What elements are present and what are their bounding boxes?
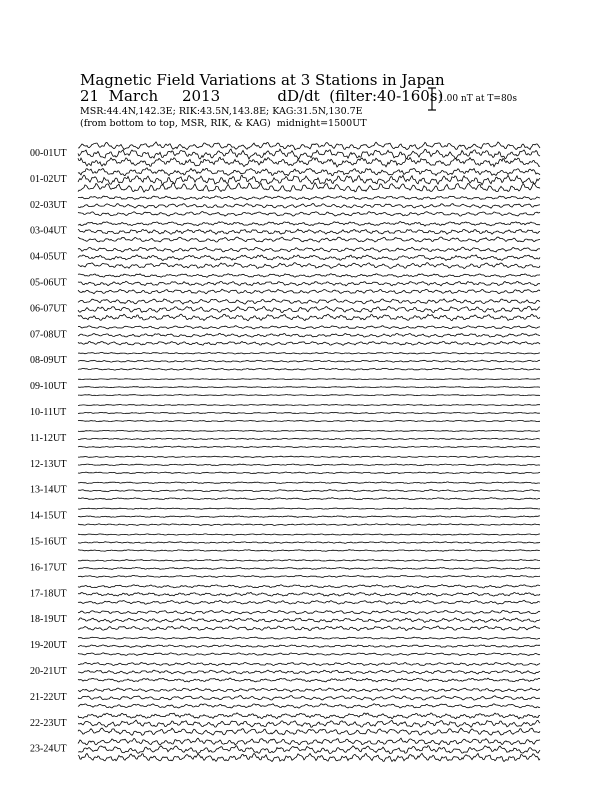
trace-kag (78, 274, 540, 278)
hour-label: 22-23UT (30, 717, 67, 729)
trace-rik (78, 696, 540, 701)
trace-kag (78, 688, 540, 692)
hour-label: 11-12UT (30, 432, 67, 444)
trace-rik (78, 645, 540, 648)
trace-msr (78, 212, 540, 217)
trace-kag (78, 662, 540, 665)
trace-msr (78, 237, 540, 242)
trace-kag (78, 482, 540, 484)
trace-msr (78, 524, 540, 526)
trace-msr (78, 157, 540, 167)
hour-label: 06-07UT (30, 303, 67, 315)
hour-label: 07-08UT (30, 329, 67, 341)
trace-kag (78, 196, 540, 200)
trace-msr (78, 368, 540, 370)
trace-kag (78, 508, 540, 509)
trace-rik (78, 204, 540, 209)
trace-rik (78, 720, 540, 727)
scale-bar (428, 88, 436, 110)
hour-label: 03-04UT (30, 225, 67, 237)
chart-title: Magnetic Field Variations at 3 Stations in Japan (80, 71, 445, 89)
trace-kag (78, 379, 540, 380)
measure-label: dD/dt (filter:40-160s) (277, 87, 444, 105)
hour-label: 00-01UT (30, 148, 67, 159)
trace-msr (78, 753, 540, 761)
trace-kag (78, 738, 540, 745)
hour-label: 14-15UT (30, 510, 67, 522)
hour-label: 05-06UT (30, 277, 67, 289)
trace-rik (78, 412, 540, 413)
trace-msr (78, 472, 540, 474)
hour-label: 16-17UT (30, 562, 67, 574)
trace-rik (78, 149, 540, 159)
trace-rik (78, 464, 540, 466)
trace-kag (78, 142, 540, 150)
hour-label: 10-11UT (30, 407, 67, 418)
trace-kag (78, 352, 540, 354)
trace-kag (78, 585, 540, 588)
hour-label: 13-14UT (30, 484, 67, 496)
trace-rik (78, 175, 540, 185)
trace-kag (78, 326, 540, 329)
trace-msr (78, 314, 540, 321)
trace-kag (78, 247, 540, 252)
hour-label: 02-03UT (30, 199, 67, 211)
hour-label: 17-18UT (30, 588, 67, 600)
trace-kag (78, 404, 540, 405)
trace-rik (78, 592, 540, 596)
hour-label: 20-21UT (30, 666, 67, 677)
trace-msr (78, 498, 540, 500)
trace-msr (78, 575, 540, 577)
trace-msr (78, 704, 540, 708)
trace-msr (78, 420, 540, 421)
hour-label: 08-09UT (30, 355, 67, 367)
trace-kag (78, 534, 540, 535)
trace-rik (78, 490, 540, 492)
hour-label: 09-10UT (30, 381, 67, 393)
trace-kag (78, 713, 540, 719)
trace-rik (78, 746, 540, 754)
trace-msr (78, 183, 540, 192)
trace-msr (78, 728, 540, 735)
trace-rik (78, 567, 540, 569)
scale-bar-label: 1.00 nT at T=80s (438, 94, 518, 104)
date-label: 21 March 2013 (80, 87, 221, 105)
trace-rik (78, 438, 540, 439)
trace-kag (78, 637, 540, 639)
trace-msr (78, 263, 540, 269)
trace-kag (78, 430, 540, 431)
trace-kag (78, 610, 540, 614)
hour-label: 19-20UT (30, 640, 67, 652)
hour-label: 23-24UT (30, 743, 67, 755)
trace-kag (78, 222, 540, 227)
trace-msr (78, 341, 540, 345)
trace-rik (78, 333, 540, 337)
hour-label: 18-19UT (30, 614, 67, 626)
trace-kag (78, 560, 540, 562)
trace-rik (78, 542, 540, 544)
trace-rik (78, 618, 540, 623)
trace-kag (78, 456, 540, 457)
trace-msr (78, 626, 540, 630)
trace-kag (78, 299, 540, 304)
trace-rik (78, 306, 540, 312)
trace-rik (78, 229, 540, 234)
trace-rik (78, 516, 540, 517)
trace-order-info: (from bottom to top, MSR, RIK, & KAG) midnight=1500UT (80, 118, 367, 129)
trace-msr (78, 600, 540, 604)
stations-info: MSR:44.4N,142.3E; RIK:43.5N,143.8E; KAG:31.5N,130.7E (80, 106, 363, 117)
trace-rik (78, 670, 540, 674)
trace-msr (78, 550, 540, 552)
hour-label: 12-13UT (30, 458, 67, 470)
trace-rik (78, 387, 540, 388)
trace-msr (78, 395, 540, 396)
trace-rik (78, 255, 540, 261)
hour-label: 04-05UT (30, 251, 67, 263)
trace-msr (78, 446, 540, 447)
hour-label: 01-02UT (30, 173, 67, 185)
hour-label: 15-16UT (30, 536, 67, 548)
trace-msr (78, 653, 540, 656)
trace-msr (78, 678, 540, 682)
trace-msr (78, 289, 540, 294)
trace-kag (78, 168, 540, 176)
trace-rik (78, 281, 540, 286)
hour-label: 21-22UT (30, 691, 67, 703)
trace-rik (78, 360, 540, 362)
